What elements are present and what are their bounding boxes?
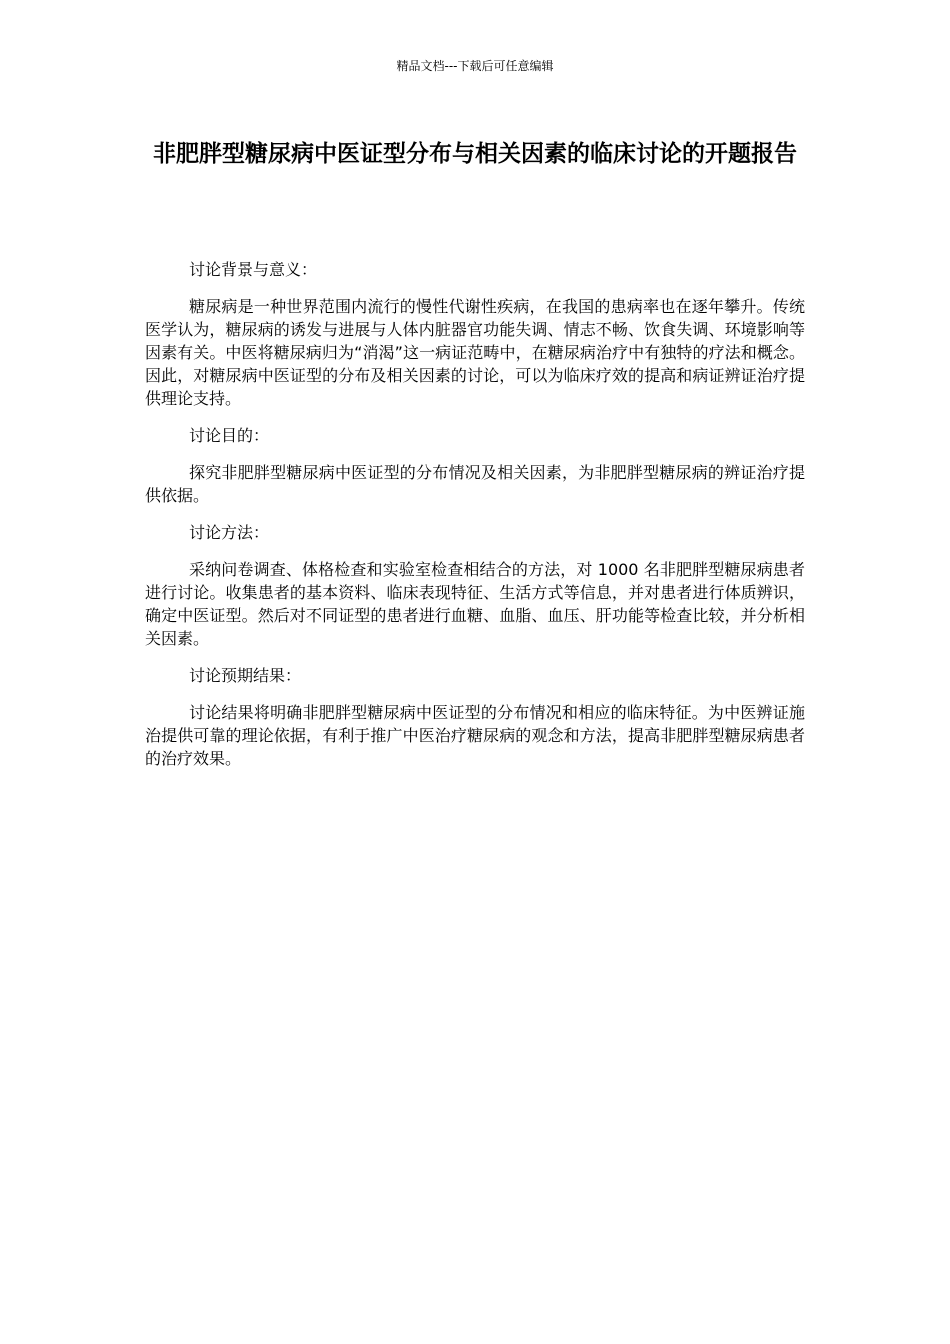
section-body-background: 糖尿病是一种世界范围内流行的慢性代谢性疾病，在我国的患病率也在逐年攀升。传统医学认为，糖尿病的诱发与进展与人体内脏器官功能失调、情志不畅、饮食失调、环境影响等因素有关。中医将糖尿病归为“消渴”这一病证范畴中，在糖尿病治疗中有独特的疗法和概念。因此，对糖尿病中医证型的分布及相关因素的讨论，可以为临床疗效的提高和病证辨证治疗提供理论支持。 — [145, 297, 805, 408]
section-body-purpose: 探究非肥胖型糖尿病中医证型的分布情况及相关因素，为非肥胖型糖尿病的辨证治疗提供依据。 — [145, 463, 805, 505]
document-body — [145, 258, 805, 784]
section-heading-background: 讨论背景与意义： — [189, 260, 318, 279]
section-heading-expected-results: 讨论预期结果： — [189, 666, 302, 685]
section-heading-methods: 讨论方法： — [189, 523, 270, 542]
section-body-expected-results: 讨论结果将明确非肥胖型糖尿病中医证型的分布情况和相应的临床特征。为中医辨证施治提供可靠的理论依据，有利于推广中医治疗糖尿病的观念和方法，提高非肥胖型糖尿病患者的治疗效果。 — [145, 703, 805, 768]
section-body-methods: 采纳问卷调查、体格检查和实验室检查相结合的方法，对 1000 名非肥胖型糖尿病患者进行讨论。收集患者的基本资料、临床表现特征、生活方式等信息，并对患者进行体质辨识，确定中医证型。然后对不同证型的患者进行血糖、血脂、血压、肝功能等检查比较，并分析相关因素。 — [145, 560, 805, 648]
header-note: 精品文档---下载后可任意编辑 — [396, 59, 554, 73]
section-heading-purpose: 讨论目的： — [189, 426, 270, 445]
document-title: 非肥胖型糖尿病中医证型分布与相关因素的临床讨论的开题报告 — [153, 141, 797, 167]
